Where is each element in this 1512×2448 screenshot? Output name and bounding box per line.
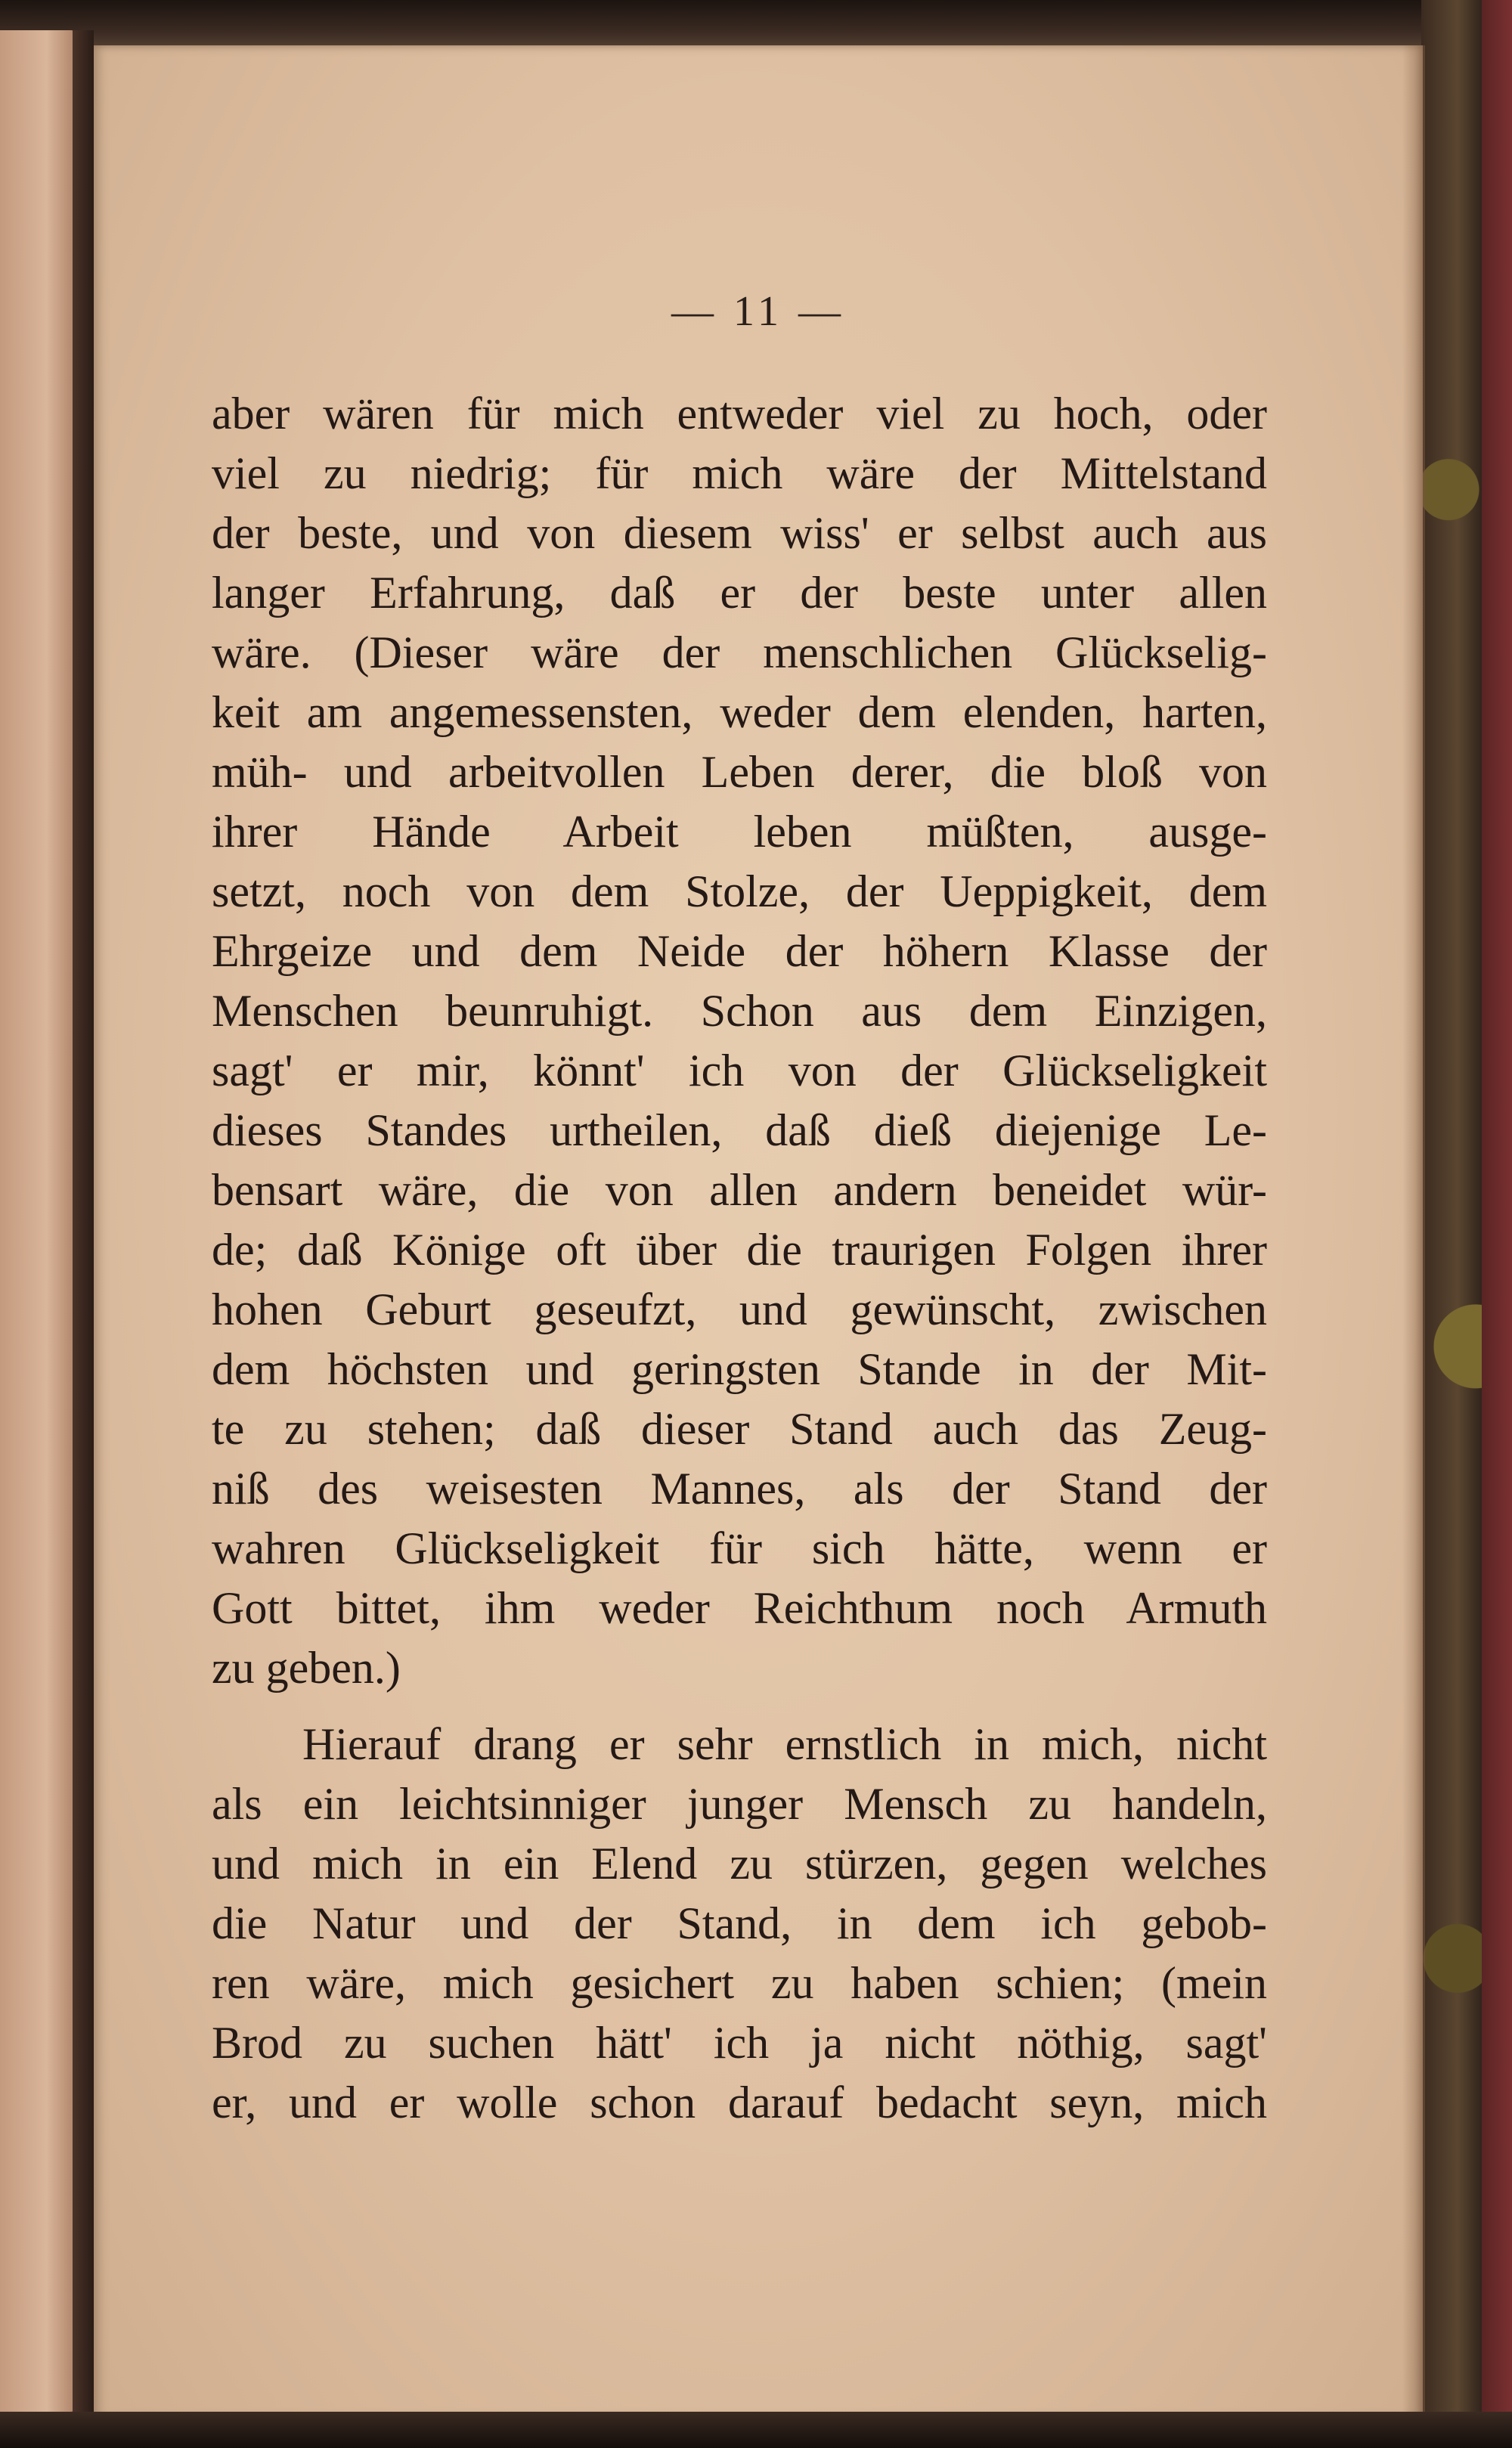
- text-line: aber wären für mich entweder viel zu hoch, oder: [212, 389, 1267, 438]
- text-line: der beste, und von diesem wiss' er selbst auch aus: [212, 508, 1267, 558]
- book-gutter: [73, 30, 94, 2412]
- text-line: Gott bittet, ihm weder Reichthum noch Armuth: [212, 1583, 1267, 1633]
- text-line: Brod zu suchen hätt' ich ja nicht nöthig, sagt': [212, 2018, 1267, 2068]
- text-line: er, und er wolle schon darauf bedacht seyn, mich: [212, 2078, 1267, 2127]
- page-text: [212, 384, 1267, 2133]
- text-line: hohen Geburt geseufzt, und gewünscht, zwischen: [212, 1284, 1267, 1334]
- text-line: ihrer Hände Arbeit leben müßten, ausge-: [212, 807, 1267, 857]
- text-line: wäre. (Dieser wäre der menschlichen Glückselig-: [212, 627, 1267, 677]
- text-line: die Natur und der Stand, in dem ich gebob-: [212, 1898, 1267, 1948]
- text-line: Ehrgeize und dem Neide der höhern Klasse der: [212, 926, 1267, 976]
- paragraph-2: [212, 1715, 1267, 2133]
- text-line: Hierauf drang er sehr ernstlich in mich, nicht: [302, 1719, 1267, 1769]
- text-line: dieses Standes urtheilen, daß dieß diejenige Le-: [212, 1105, 1267, 1155]
- text-line: langer Erfahrung, daß er der beste unter allen: [212, 568, 1267, 618]
- text-line: de; daß Könige oft über die traurigen Folgen ihrer: [212, 1225, 1267, 1275]
- text-line: als ein leichtsinniger junger Mensch zu handeln,: [212, 1779, 1267, 1829]
- paragraph-1: [212, 384, 1267, 1698]
- text-line: zu geben.): [212, 1643, 401, 1693]
- text-line: müh- und arbeitvollen Leben derer, die bloß von: [212, 747, 1267, 797]
- text-line: keit am angemessensten, weder dem elenden, harten,: [212, 687, 1267, 737]
- cover-edge: [1482, 0, 1512, 2448]
- text-line: niß des weisesten Mannes, als der Stand der: [212, 1464, 1267, 1514]
- text-line: te zu stehen; daß dieser Stand auch das Zeug-: [212, 1404, 1267, 1454]
- text-line: bensart wäre, die von allen andern beneidet wür-: [212, 1165, 1267, 1215]
- text-line: wahren Glückseligkeit für sich hätte, wenn er: [212, 1523, 1267, 1573]
- text-line: und mich in ein Elend zu stürzen, gegen welches: [212, 1839, 1267, 1889]
- text-line: sagt' er mir, könnt' ich von der Glückseligkeit: [212, 1046, 1267, 1095]
- book-bottom-shadow: [0, 2412, 1512, 2448]
- text-line: dem höchsten und geringsten Stande in der Mit-: [212, 1344, 1267, 1394]
- page-number: — 11 —: [671, 288, 845, 335]
- text-line: viel zu niedrig; für mich wäre der Mittelstand: [212, 448, 1267, 498]
- page-edge-shadow: [1402, 45, 1425, 2419]
- text-line: ren wäre, mich gesichert zu haben schien; (mein: [212, 1958, 1267, 2008]
- book-page: [94, 45, 1423, 2419]
- text-line: setzt, noch von dem Stolze, der Ueppigkeit, dem: [212, 866, 1267, 916]
- text-line: Menschen beunruhigt. Schon aus dem Einzigen,: [212, 986, 1267, 1036]
- paragraph-gap: [212, 1698, 1267, 1715]
